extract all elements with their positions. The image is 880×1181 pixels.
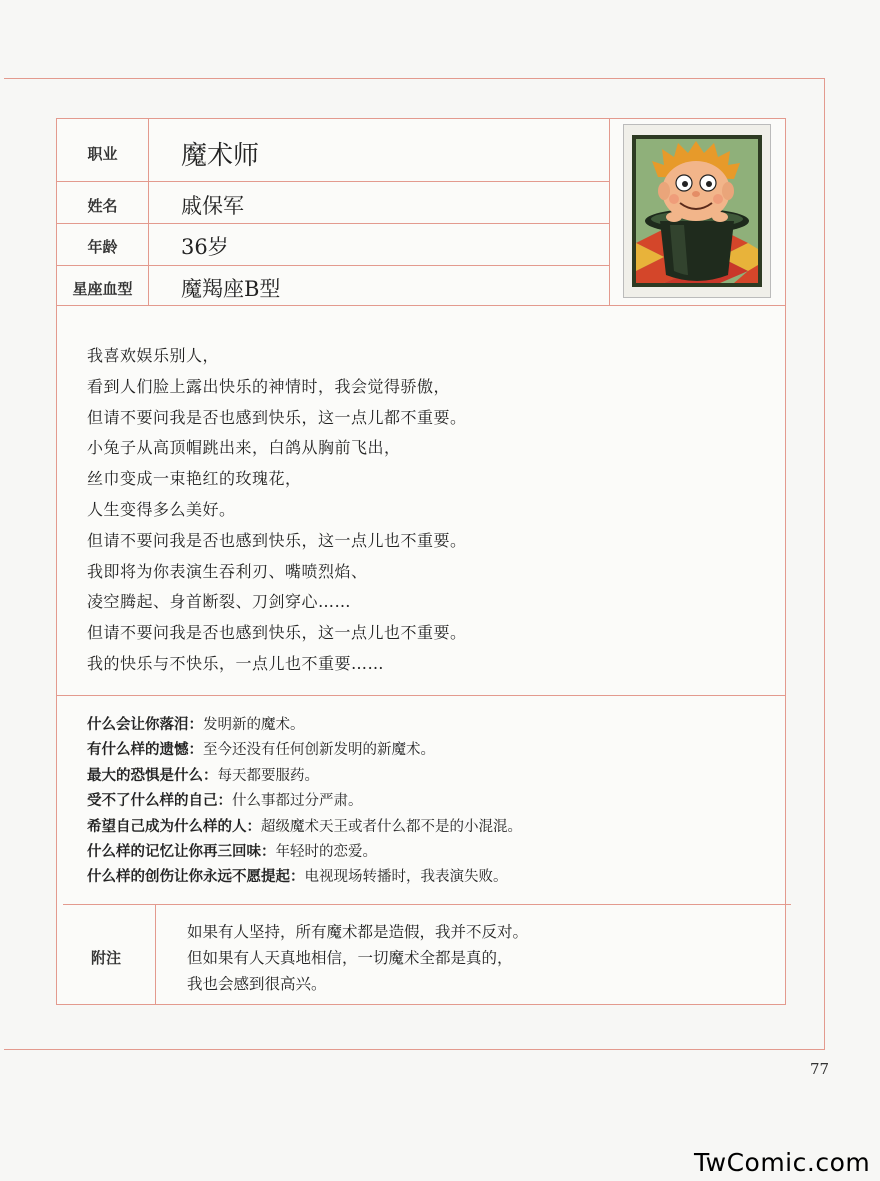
note-label: 附注: [90, 949, 121, 967]
qa-question: 什么样的记忆让你再三回味：: [87, 844, 276, 861]
poem-line: 人生变得多么美好。: [87, 499, 236, 519]
occupation-value: 魔术师: [181, 141, 260, 171]
poem-line: 我的快乐与不快乐，一点儿也不重要……: [87, 653, 385, 673]
watermark: TwComic.com: [694, 1148, 871, 1177]
row-divider: [57, 265, 609, 266]
occupation-label: 职业: [87, 145, 118, 163]
note-label-divider: [155, 904, 156, 1004]
page-number: 77: [810, 1060, 830, 1078]
label-column-divider: [148, 119, 149, 305]
poem-line: 但请不要问我是否也感到快乐，这一点儿也不重要。: [87, 530, 467, 550]
qa-answer: 每天都要服药。: [217, 767, 319, 784]
note-text: [187, 919, 528, 997]
sign-label: 星座血型: [72, 280, 133, 298]
poem-line: 我即将为你表演生吞利刃、嘴喷烈焰、: [87, 561, 368, 581]
qa-item: [87, 789, 522, 814]
qa-question: 希望自己成为什么样的人：: [87, 818, 261, 835]
qa-answer: 年轻时的恋爱。: [275, 844, 377, 861]
portrait-divider: [609, 119, 610, 305]
note-line: 我也会感到很高兴。: [187, 975, 327, 993]
qa-answer: 什么事都过分严肃。: [232, 793, 363, 810]
magician-portrait-icon: [624, 125, 770, 297]
qa-question: 什么样的创伤让你永远不愿提起：: [87, 869, 305, 886]
qa-item: [87, 713, 522, 738]
note-line: 但如果有人天真地相信，一切魔术全都是真的，: [187, 949, 513, 967]
profile-card: [56, 118, 786, 1005]
poem: [87, 341, 467, 680]
qa-question: 有什么样的遗憾：: [87, 742, 203, 759]
name-value: 戚保军: [181, 194, 244, 218]
header-bottom-divider: [57, 305, 785, 306]
note-top-divider: [63, 904, 791, 905]
portrait-frame: [623, 124, 771, 298]
qa-item: [87, 840, 522, 865]
qa-question: 什么会让你落泪：: [87, 717, 203, 733]
poem-line: 我喜欢娱乐别人，: [87, 346, 220, 365]
qa-item: [87, 738, 522, 763]
qa-question: 最大的恐惧是什么：: [87, 767, 218, 784]
poem-line: 丝巾变成一束艳红的玫瑰花，: [87, 469, 302, 489]
age-value: 36岁: [181, 235, 229, 259]
qa-answer: 电视现场转播时，我表演失败。: [304, 869, 508, 886]
qa-item: [87, 764, 522, 789]
sign-value: 魔羯座B型: [181, 277, 281, 301]
qa-question: 受不了什么样的自己：: [87, 793, 232, 810]
qa-item: [87, 865, 522, 890]
poem-line: 看到人们脸上露出快乐的神情时，我会觉得骄傲，: [87, 376, 451, 396]
name-label: 姓名: [87, 197, 118, 215]
poem-line: 凌空腾起、身首断裂、刀剑穿心……: [87, 592, 352, 612]
row-divider: [57, 181, 609, 182]
qa-answer: 至今还没有任何创新发明的新魔术。: [203, 742, 435, 759]
note-line: 如果有人坚持，所有魔术都是造假，我并不反对。: [187, 923, 529, 941]
qa-answer: 超级魔术天王或者什么都不是的小混混。: [261, 818, 522, 835]
poem-line: 小兔子从高顶帽跳出来，白鸽从胸前飞出，: [87, 438, 401, 458]
questionnaire: [87, 713, 522, 891]
age-label: 年龄: [87, 238, 118, 256]
qa-answer: 发明新的魔术。: [203, 717, 305, 733]
qa-item: [87, 815, 522, 840]
poem-line: 但请不要问我是否也感到快乐，这一点儿也不重要。: [87, 623, 467, 643]
poem-line: 但请不要问我是否也感到快乐，这一点儿都不重要。: [87, 407, 467, 427]
row-divider: [57, 223, 609, 224]
section-divider: [57, 695, 785, 696]
